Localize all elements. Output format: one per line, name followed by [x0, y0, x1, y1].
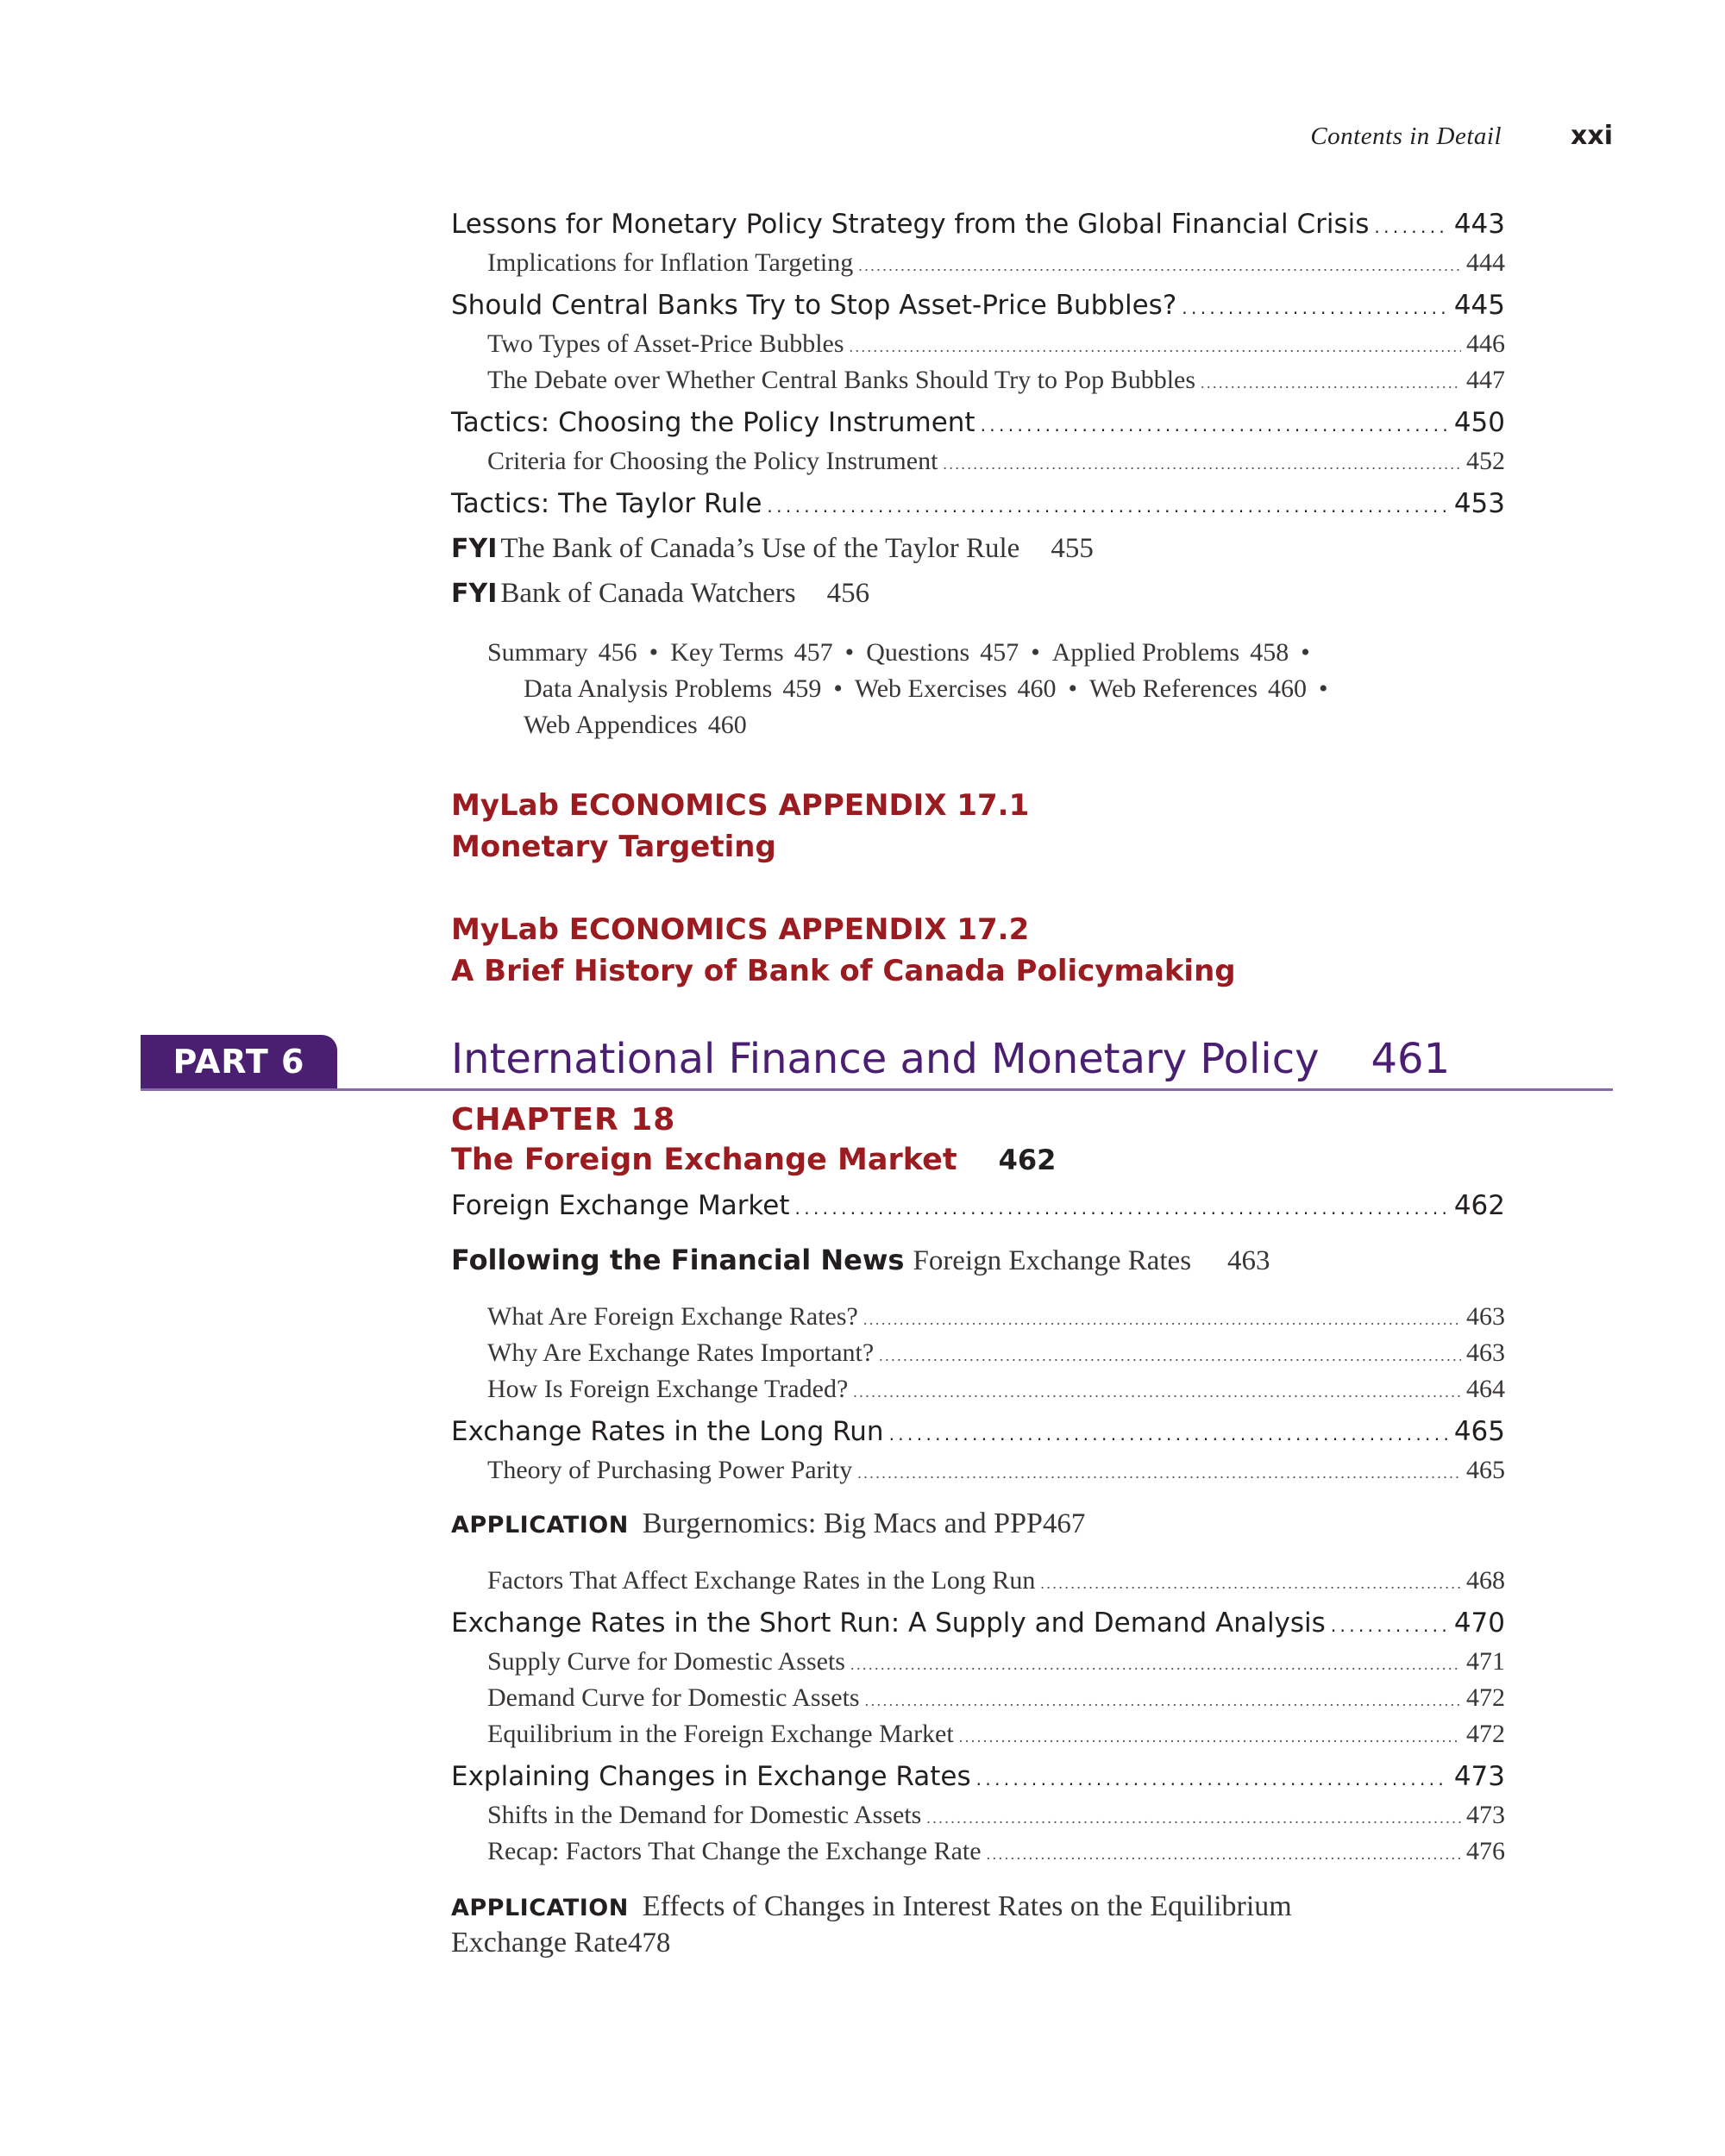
toc-entry-page: 464	[1466, 1375, 1505, 1403]
financial-news-tag: Following the Financial News	[451, 1244, 905, 1276]
toc-entry-page: 472	[1466, 1683, 1505, 1712]
end-matter-item[interactable]: Questions 457	[866, 638, 1019, 667]
toc-entry-page: 465	[1466, 1456, 1505, 1484]
part-tab: PART 6	[141, 1035, 337, 1088]
leader-dots	[1182, 298, 1449, 318]
chapter-label: CHAPTER 18	[451, 1102, 676, 1138]
end-matter-item[interactable]: Web Appendices 460	[524, 711, 747, 739]
toc-entry-page: 463	[1466, 1302, 1505, 1331]
application-page: 467	[1042, 1508, 1086, 1539]
application-title-line2: Exchange Rate	[451, 1927, 628, 1959]
part-rule	[141, 1088, 1613, 1091]
toc-entry[interactable]	[451, 407, 1505, 438]
toc-entry-page: 470	[1453, 1608, 1505, 1639]
bullet: •	[649, 638, 659, 667]
end-matter-item[interactable]: Web References 460	[1089, 674, 1308, 703]
toc-entry[interactable]	[451, 1302, 1505, 1332]
toc-entry[interactable]	[451, 1683, 1505, 1713]
toc-entry-page: 463	[1466, 1338, 1505, 1367]
leader-dots	[858, 257, 1461, 275]
toc-entry-page: 446	[1466, 329, 1505, 358]
toc-entry[interactable]	[451, 447, 1505, 476]
leader-dots	[1374, 216, 1448, 237]
bullet: •	[844, 638, 855, 667]
toc-entry-page: 465	[1453, 1416, 1505, 1447]
toc-entry-page: 473	[1466, 1801, 1505, 1829]
toc-entry-page: 472	[1466, 1720, 1505, 1748]
application-title-line1: Effects of Changes in Interest Rates on the Equilibrium	[642, 1890, 1292, 1922]
toc-entry[interactable]	[451, 1566, 1505, 1595]
toc-entry-page: 452	[1466, 447, 1505, 475]
leader-dots	[795, 1198, 1449, 1219]
part-title-text: International Finance and Monetary Policy	[451, 1035, 1320, 1083]
toc-entry-title: Demand Curve for Domestic Assets	[487, 1683, 860, 1712]
fyi-tag: FYI	[451, 579, 498, 609]
toc-entry-title: Why Are Exchange Rates Important?	[487, 1338, 875, 1367]
leader-dots	[926, 1809, 1461, 1827]
appendix-label: MyLab ECONOMICS APPENDIX 17.1	[451, 788, 1030, 823]
toc-entry-title: Explaining Changes in Exchange Rates	[451, 1761, 971, 1792]
end-matter-item[interactable]: Web Exercises 460	[854, 674, 1057, 703]
application-tag: APPLICATION	[451, 1512, 629, 1539]
leader-dots	[987, 1846, 1461, 1864]
leader-dots	[889, 1424, 1449, 1445]
toc-entry[interactable]	[451, 1608, 1505, 1639]
toc-entry[interactable]	[451, 1338, 1505, 1368]
appendix-title: Monetary Targeting	[451, 830, 776, 864]
toc-entry[interactable]	[451, 1416, 1505, 1447]
leader-dots	[863, 1311, 1461, 1329]
toc-entry-title: Recap: Factors That Change the Exchange Rate	[487, 1837, 982, 1865]
toc-entry-title: Lessons for Monetary Policy Strategy from the Global Financial Crisis	[451, 209, 1370, 240]
toc-entry-title: Tactics: The Taylor Rule	[451, 488, 762, 519]
toc-entry-title: Equilibrium in the Foreign Exchange Market	[487, 1720, 954, 1748]
toc-entry-page: 473	[1453, 1761, 1505, 1792]
toc-entry-title: Exchange Rates in the Long Run	[451, 1416, 884, 1447]
end-matter-item[interactable]: Key Terms 457	[670, 638, 833, 667]
toc-entry[interactable]	[451, 1720, 1505, 1749]
chapter-title-row[interactable]	[451, 1143, 1056, 1177]
leader-dots	[865, 1692, 1461, 1710]
toc-entry-title: Implications for Inflation Targeting	[487, 248, 854, 277]
financial-news-page: 463	[1227, 1245, 1270, 1276]
appendix-title: A Brief History of Bank of Canada Policymaking	[451, 954, 1236, 988]
part-page: 461	[1371, 1035, 1451, 1083]
appendix-label: MyLab ECONOMICS APPENDIX 17.2	[451, 912, 1030, 947]
toc-entry[interactable]	[451, 1801, 1505, 1830]
fyi-title: Bank of Canada Watchers	[500, 578, 796, 609]
toc-entry-title: Supply Curve for Domestic Assets	[487, 1647, 845, 1676]
end-matter-item[interactable]: Data Analysis Problems 459	[524, 674, 822, 703]
toc-entry-page: 447	[1466, 366, 1505, 394]
running-head	[1310, 121, 1613, 159]
toc-entry-title: Shifts in the Demand for Domestic Assets	[487, 1801, 922, 1829]
fyi-page: 455	[1051, 533, 1094, 564]
leader-dots	[857, 1464, 1461, 1482]
fyi-title: The Bank of Canada’s Use of the Taylor Rule	[500, 533, 1020, 564]
toc-entry-page: 468	[1466, 1566, 1505, 1595]
toc-entry[interactable]	[451, 1190, 1505, 1221]
fyi-entry[interactable]	[451, 578, 869, 610]
application-page: 478	[627, 1927, 671, 1959]
toc-entry-page: 450	[1453, 407, 1505, 438]
leader-dots	[850, 338, 1461, 356]
part-title[interactable]	[451, 1035, 1450, 1083]
toc-entry-title: Exchange Rates in the Short Run: A Supply and Demand Analysis	[451, 1608, 1326, 1639]
toc-entry-title: Criteria for Choosing the Policy Instrument	[487, 447, 938, 475]
toc-entry[interactable]	[451, 366, 1505, 395]
leader-dots	[943, 455, 1461, 473]
toc-entry-page: 453	[1453, 488, 1505, 519]
toc-entry-title: Tactics: Choosing the Policy Instrument	[451, 407, 975, 438]
toc-entry[interactable]	[451, 1375, 1505, 1404]
application-entry-continued[interactable]	[451, 1927, 1505, 1959]
end-matter-line	[487, 671, 1471, 707]
application-tag: APPLICATION	[451, 1895, 629, 1921]
toc-entry-title: How Is Foreign Exchange Traded?	[487, 1375, 849, 1403]
fyi-entry[interactable]	[451, 533, 1094, 565]
application-title: Burgernomics: Big Macs and PPP	[642, 1507, 1043, 1539]
toc-entry[interactable]	[451, 1761, 1505, 1792]
toc-entry[interactable]	[451, 1647, 1505, 1677]
chapter-end-matter	[487, 635, 1471, 743]
end-matter-line	[487, 635, 1471, 671]
end-matter-line	[487, 707, 1471, 743]
leader-dots	[981, 415, 1449, 436]
bullet: •	[1301, 638, 1310, 667]
toc-entry[interactable]	[451, 1456, 1505, 1485]
leader-dots	[850, 1656, 1461, 1674]
toc-entry[interactable]	[451, 329, 1505, 359]
bullet: •	[1319, 674, 1328, 703]
bullet: •	[1068, 674, 1078, 703]
leader-dots	[1201, 374, 1461, 392]
toc-entry[interactable]	[451, 290, 1505, 321]
end-matter-item[interactable]: Summary 456	[487, 638, 637, 667]
chapter-page: 462	[998, 1144, 1057, 1176]
leader-dots	[959, 1728, 1461, 1746]
toc-entry-title: Foreign Exchange Market	[451, 1190, 790, 1221]
fyi-tag: FYI	[451, 534, 498, 564]
financial-news-title: Foreign Exchange Rates	[913, 1245, 1192, 1276]
toc-entry-page: 476	[1466, 1837, 1505, 1865]
toc-entry[interactable]	[451, 488, 1505, 519]
leader-dots	[853, 1383, 1461, 1401]
appendix-entry[interactable]	[451, 785, 1029, 868]
bullet: •	[833, 674, 843, 703]
application-entry[interactable]	[451, 1507, 1505, 1540]
toc-entry-title: What Are Foreign Exchange Rates?	[487, 1302, 858, 1331]
toc-entry-page: 444	[1466, 248, 1505, 277]
toc-entry-title: The Debate over Whether Central Banks Should Try to Pop Bubbles	[487, 366, 1196, 394]
leader-dots	[1331, 1615, 1449, 1636]
running-head-title: Contents in Detail	[1310, 122, 1502, 150]
toc-entry[interactable]	[451, 248, 1505, 278]
leader-dots	[976, 1769, 1449, 1789]
application-entry[interactable]	[451, 1890, 1505, 1923]
chapter-title: The Foreign Exchange Market	[451, 1143, 957, 1177]
toc-entry-page: 445	[1453, 290, 1505, 321]
page-number: xxi	[1571, 121, 1613, 151]
leader-dots	[1040, 1575, 1461, 1593]
toc-entry-title: Factors That Affect Exchange Rates in the Long Run	[487, 1566, 1036, 1595]
fyi-page: 456	[826, 578, 870, 609]
bullet: •	[1031, 638, 1040, 667]
toc-entry-page: 462	[1453, 1190, 1505, 1221]
end-matter-item[interactable]: Applied Problems 458	[1051, 638, 1289, 667]
toc-entry-title: Two Types of Asset-Price Bubbles	[487, 329, 844, 358]
toc-entry[interactable]	[451, 209, 1505, 240]
toc-entry[interactable]	[451, 1837, 1505, 1866]
toc-entry-title: Theory of Purchasing Power Parity	[487, 1456, 853, 1484]
toc-entry-page: 471	[1466, 1647, 1505, 1676]
appendix-entry[interactable]	[451, 909, 1236, 992]
leader-dots	[879, 1347, 1461, 1365]
toc-entry-title: Should Central Banks Try to Stop Asset-Price Bubbles?	[451, 290, 1177, 321]
financial-news-entry[interactable]	[451, 1244, 1270, 1277]
toc-entry-page: 443	[1453, 209, 1505, 240]
leader-dots	[767, 496, 1448, 517]
